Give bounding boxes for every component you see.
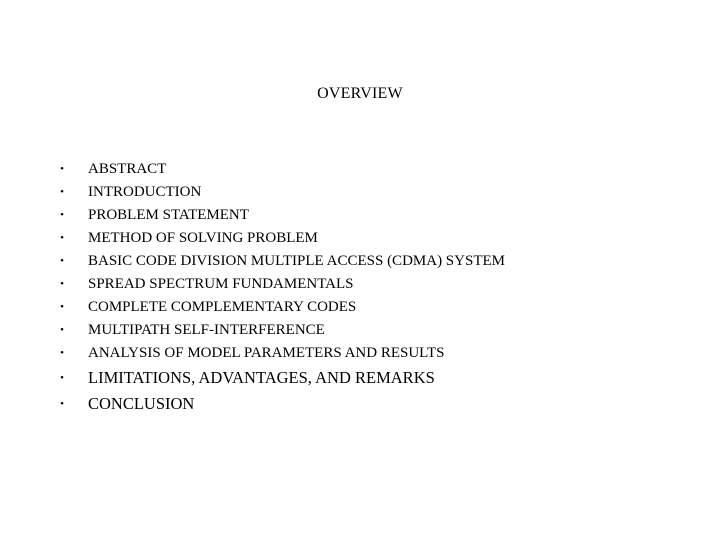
list-item-label: SPREAD SPECTRUM FUNDAMENTALS: [88, 276, 354, 292]
list-item-label: ANALYSIS OF MODEL PARAMETERS AND RESULTS: [88, 345, 445, 361]
list-item-label: LIMITATIONS, ADVANTAGES, AND REMARKS: [88, 368, 435, 387]
bullet-icon: •: [60, 232, 64, 244]
bullet-icon: •: [60, 347, 64, 359]
list-item-label: INTRODUCTION: [88, 184, 202, 200]
bullet-icon: •: [60, 186, 64, 198]
bullet-icon: •: [60, 278, 64, 290]
slide-title: [0, 84, 720, 104]
bullet-icon: •: [60, 163, 64, 175]
list-item-label: PROBLEM STATEMENT: [88, 207, 249, 223]
list-item-label: BASIC CODE DIVISION MULTIPLE ACCESS (CDMA) SYSTEM: [88, 253, 505, 269]
bullet-icon: •: [60, 398, 64, 410]
bullet-icon: •: [60, 301, 64, 313]
bullet-icon: •: [60, 324, 64, 336]
list-item-label: ABSTRACT: [88, 161, 167, 177]
bullet-icon: •: [60, 209, 64, 221]
list-item-label: CONCLUSION: [88, 394, 195, 413]
slide-title-text: OVERVIEW: [317, 85, 403, 102]
list-item-label: MULTIPATH SELF-INTERFERENCE: [88, 322, 325, 338]
list-item-label: COMPLETE COMPLEMENTARY CODES: [88, 299, 357, 315]
list-item-label: METHOD OF SOLVING PROBLEM: [88, 230, 318, 246]
bullet-icon: •: [60, 255, 64, 267]
bullet-icon: •: [60, 372, 64, 384]
